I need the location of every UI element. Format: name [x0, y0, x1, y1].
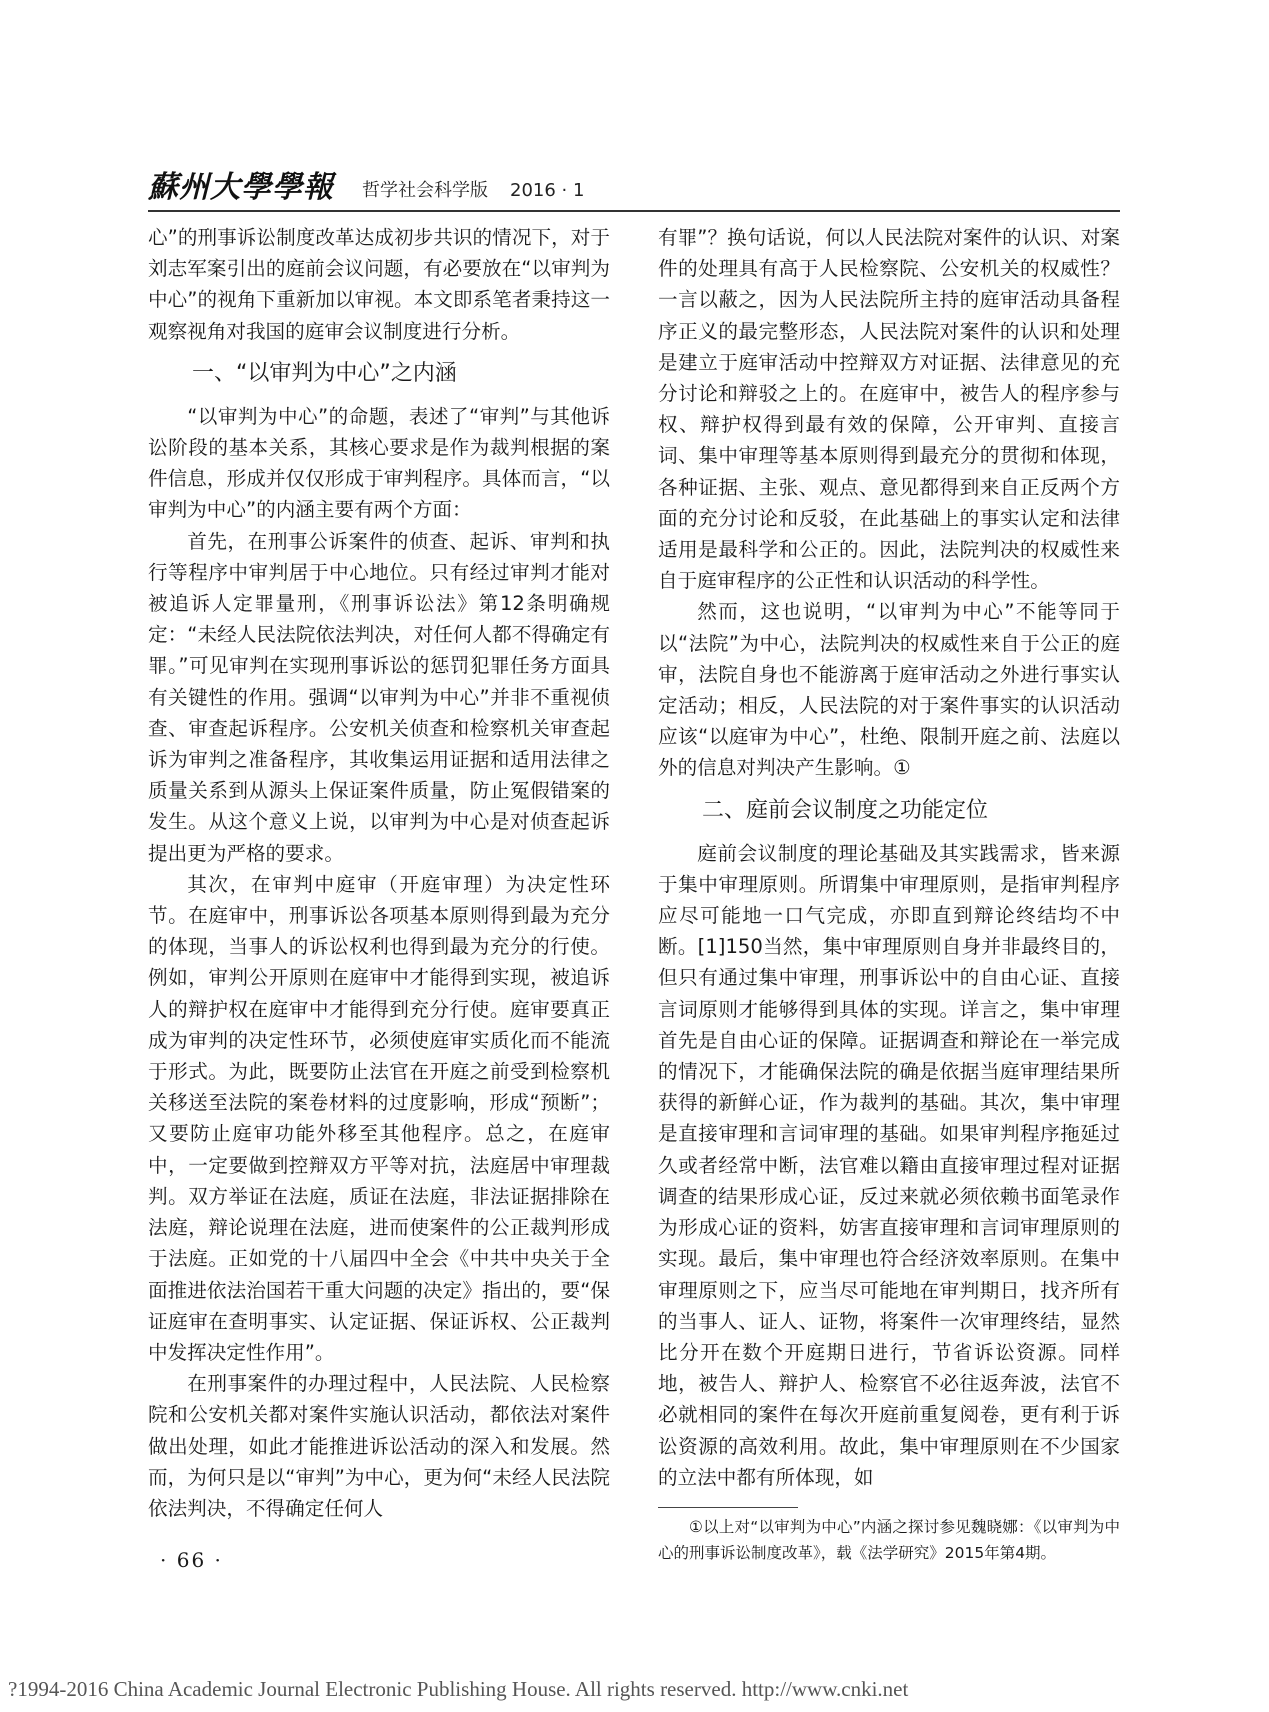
paragraph: 有罪”？换句话说，何以人民法院对案件的认识、对案件的处理具有高于人民检察院、公安机关的权威性？一言以蔽之，因为人民法院所主持的庭审活动具备程序正义的最完整形态，人民法院对案件的认识和处理是建立于庭审活动中控辩双方对证据、法律意见的充分讨论和辩驳之上的。在庭审中，被告人的程序参与权、辩护权得到最有效的保障，公开审判、直接言词、集中审理等基本原则得到最充分的贯彻和体现，各种证据、主张、观点、意见都得到来自正反两个方面的充分讨论和反驳，在此基础上的事实认定和法律适用是最科学和公正的。因此，法院判决的权威性来自于庭审程序的公正性和认识活动的科学性。: [658, 226, 1120, 593]
footnote: ①以上对“以审判为中心”内涵之探讨参见魏晓娜：《以审判为中心的刑事诉讼制度改革》，载《法学研究》2015年第4期。: [658, 1517, 1120, 1562]
copyright-notice: ?1994-2016 China Academic Journal Electronic Publishing House. All rights reserved. http://www.cnki.net: [8, 1677, 909, 1701]
left-column: [148, 222, 610, 1524]
paragraph: 心”的刑事诉讼制度改革达成初步共识的情况下，对于刘志军案引出的庭前会议问题，有必要放在“以审判为中心”的视角下重新加以审视。本文即系笔者秉持这一观察视角对我国的庭审会议制度进行分析。: [148, 226, 610, 343]
paragraph: 首先，在刑事公诉案件的侦查、起诉、审判和执行等程序中审判居于中心地位。只有经过审判才能对被追诉人定罪量刑，《刑事诉讼法》第12条明确规定：“未经人民法院依法判决，对任何人都不得确定有罪。”可见审判在实现刑事诉讼的惩罚犯罪任务方面具有关键性的作用。强调“以审判为中心”并非不重视侦查、审查起诉程序。公安机关侦查和检察机关审查起诉为审判之准备程序，其收集运用证据和适用法律之质量关系到从源头上保证案件质量，防止冤假错案的发生。从这个意义上说，以审判为中心是对侦查起诉提出更为严格的要求。: [148, 529, 610, 865]
paragraph: 在刑事案件的办理过程中，人民法院、人民检察院和公安机关都对案件实施认识活动，都依法对案件做出处理，如此才能推进诉讼活动的深入和发展。然而，为何只是以“审判”为中心，更为何“未经人民法院依法判决，不得确定任何人: [148, 1372, 610, 1520]
page-number: · 66 ·: [160, 1548, 223, 1572]
journal-section: 哲学社会科学版: [362, 180, 488, 201]
journal-logo: 蘇州大學學報: [148, 170, 334, 205]
paragraph: 其次，在审判中庭审（开庭审理）为决定性环节。在庭审中，刑事诉讼各项基本原则得到最为充分的体现，当事人的诉讼权利也得到最为充分的行使。例如，审判公开原则在庭审中才能得到实现，被追诉人的辩护权在庭审中才能得到充分行使。庭审要真正成为审判的决定性环节，必须使庭审实质化而不能流于形式。为此，既要防止法官在开庭之前受到检察机关移送至法院的案卷材料的过度影响，形成“预断”；又要防止庭审功能外移至其他程序。总之，在庭审中，一定要做到控辩双方平等对抗，法庭居中审理裁判。双方举证在法庭，质证在法庭，非法证据排除在法庭，辩论说理在法庭，进而使案件的公正裁判形成于法庭。正如党的十八届四中全会《中共中央关于全面推进依法治国若干重大问题的决定》指出的，要“保证庭审在查明事实、认定证据、保证诉权、公正裁判中发挥决定性作用”。: [148, 872, 610, 1364]
paragraph: “以审判为中心”的命题，表述了“审判”与其他诉讼阶段的基本关系，其核心要求是作为裁判根据的案件信息，形成并仅仅形成于审判程序。具体而言，“以审判为中心”的内涵主要有两个方面：: [148, 404, 610, 522]
journal-issue: 2016 · 1: [510, 180, 585, 201]
journal-header: [148, 172, 1138, 204]
paragraph: 庭前会议制度的理论基础及其实践需求，皆来源于集中审理原则。所谓集中审理原则，是指审判程序应尽可能地一口气完成，亦即直到辩论终结均不中断。[1]150当然，集中审理原则自身并非最终目的，但只有通过集中审理，刑事诉讼中的自由心证、直接言词原则才能够得到具体的实现。详言之，集中审理首先是自由心证的保障。证据调查和辩论在一举完成的情况下，才能确保法院的确是依据当庭审理结果所获得的新鲜心证，作为裁判的基础。其次，集中审理是直接审理和言词审理的基础。如果审判程序拖延过久或者经常中断，法官难以籍由直接审理过程对证据调查的结果形成心证，反过来就必须依赖书面笔录作为形成心证的资料，妨害直接审理和言词审理原则的实现。最后，集中审理也符合经济效率原则。在集中审理原则之下，应当尽可能地在审判期日，找齐所有的当事人、证人、证物，将案件一次审理终结，显然比分开在数个开庭期日进行，节省诉讼资源。同样地，被告人、辩护人、检察官不必往返奔波，法官不必就相同的案件在每次开庭前重复阅卷，更有利于诉讼资源的高效利用。故此，集中审理原则在不少国家的立法中都有所体现，如: [658, 841, 1120, 1489]
section-heading-2: 二、庭前会议制度之功能定位: [702, 797, 989, 823]
right-column: [658, 222, 1120, 1566]
section-heading-1: 一、“以审判为中心”之内涵: [192, 360, 457, 386]
footnote-divider: [658, 1507, 798, 1508]
header-divider: [148, 210, 1120, 212]
paragraph: 然而，这也说明，“以审判为中心”不能等同于以“法院”为中心，法院判决的权威性来自于公正的庭审，法院自身也不能游离于庭审活动之外进行事实认定活动；相反，人民法院的对于案件事实的认识活动应该“以庭审为中心”，杜绝、限制开庭之前、法庭以外的信息对判决产生影响。①: [658, 600, 1120, 780]
